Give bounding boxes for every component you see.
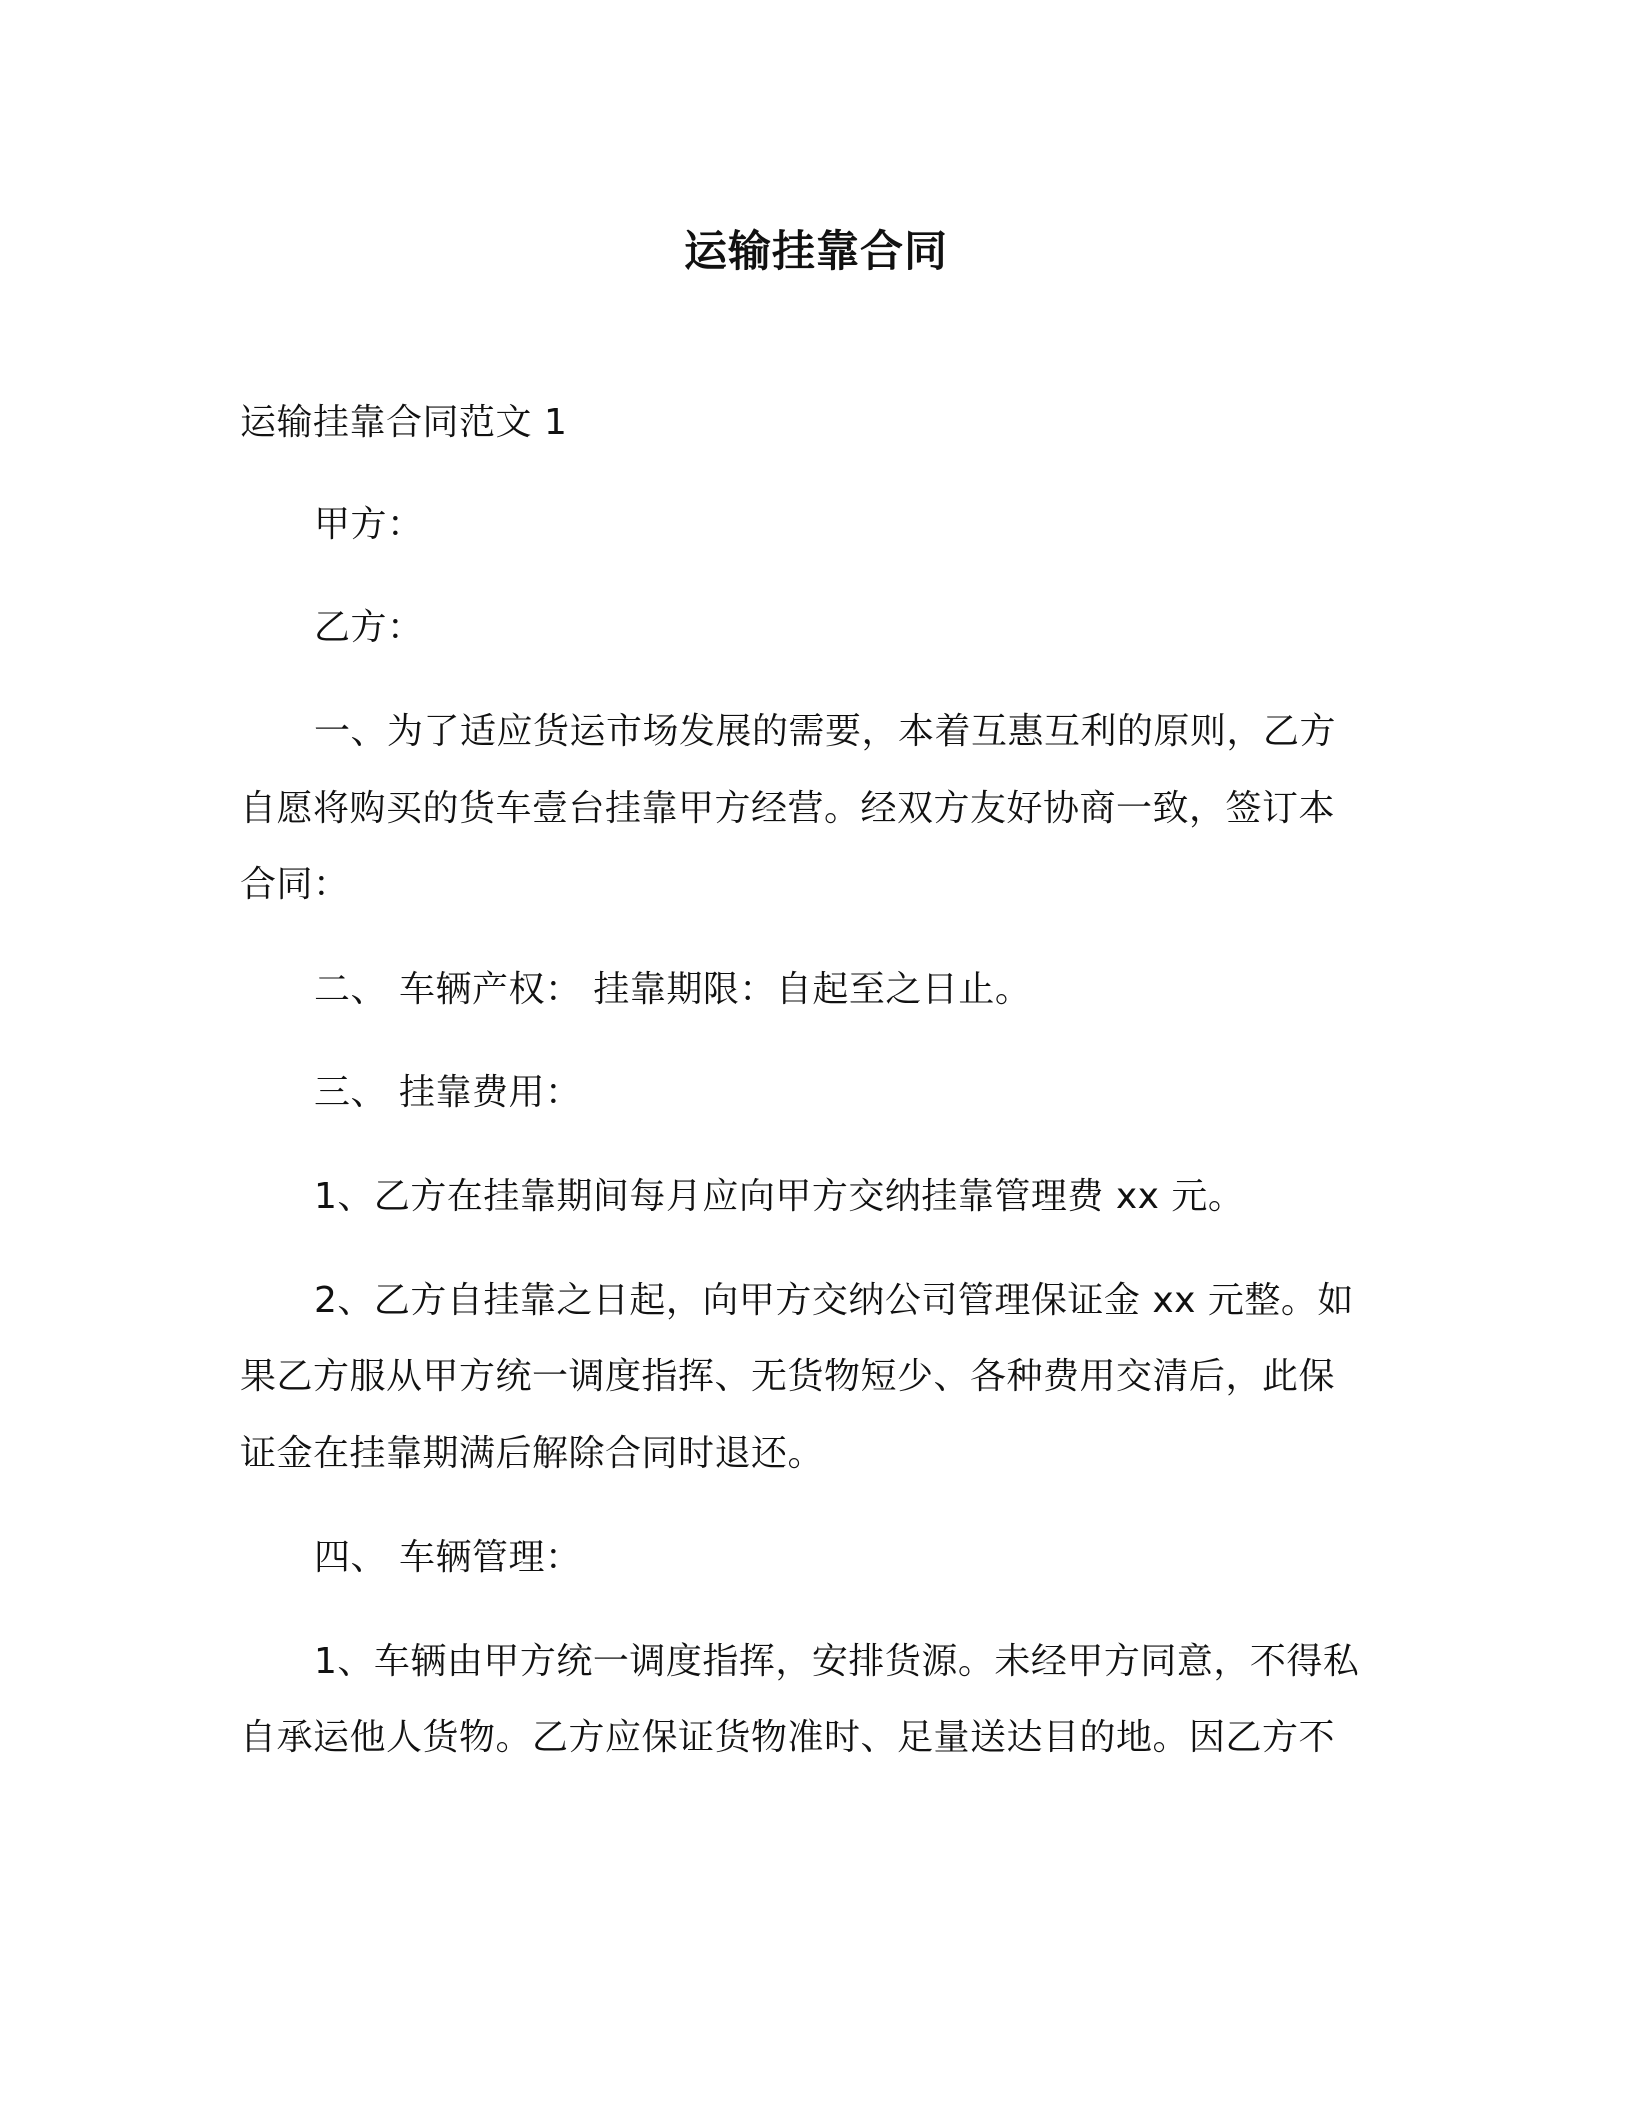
paragraph-line: 自愿将购买的货车壹台挂靠甲方经营。经双方友好协商一致，签订本 [240, 788, 1336, 829]
paragraph-line: 证金在挂靠期满后解除合同时退还。 [240, 1433, 825, 1474]
paragraph-line: 合同： [240, 864, 350, 905]
paragraph-line: 2、乙方自挂靠之日起，向甲方交纳公司管理保证金 xx 元整。如 [314, 1280, 1354, 1321]
section-heading: 三、 挂靠费用： [314, 1072, 582, 1113]
paragraph-line: 自承运他人货物。乙方应保证货物准时、足量送达目的地。因乙方不 [240, 1717, 1336, 1758]
document-title: 运输挂靠合同 [684, 227, 948, 277]
paragraph-line: 一、为了适应货运市场发展的需要，本着互惠互利的原则，乙方 [314, 711, 1337, 752]
paragraph-line: 二、 车辆产权： 挂靠期限：自起至之日止。 [314, 969, 1032, 1010]
section-heading: 四、 车辆管理： [314, 1537, 582, 1578]
paragraph-line: 1、车辆由甲方统一调度指挥，安排货源。未经甲方同意，不得私 [314, 1641, 1360, 1682]
party-a-line: 甲方： [314, 504, 424, 545]
document-subtitle: 运输挂靠合同范文 1 [240, 402, 568, 443]
party-b-line: 乙方： [314, 607, 424, 648]
paragraph-line: 果乙方服从甲方统一调度指挥、无货物短少、各种费用交清后，此保 [240, 1356, 1336, 1397]
paragraph-line: 1、乙方在挂靠期间每月应向甲方交纳挂靠管理费 xx 元。 [314, 1176, 1245, 1217]
